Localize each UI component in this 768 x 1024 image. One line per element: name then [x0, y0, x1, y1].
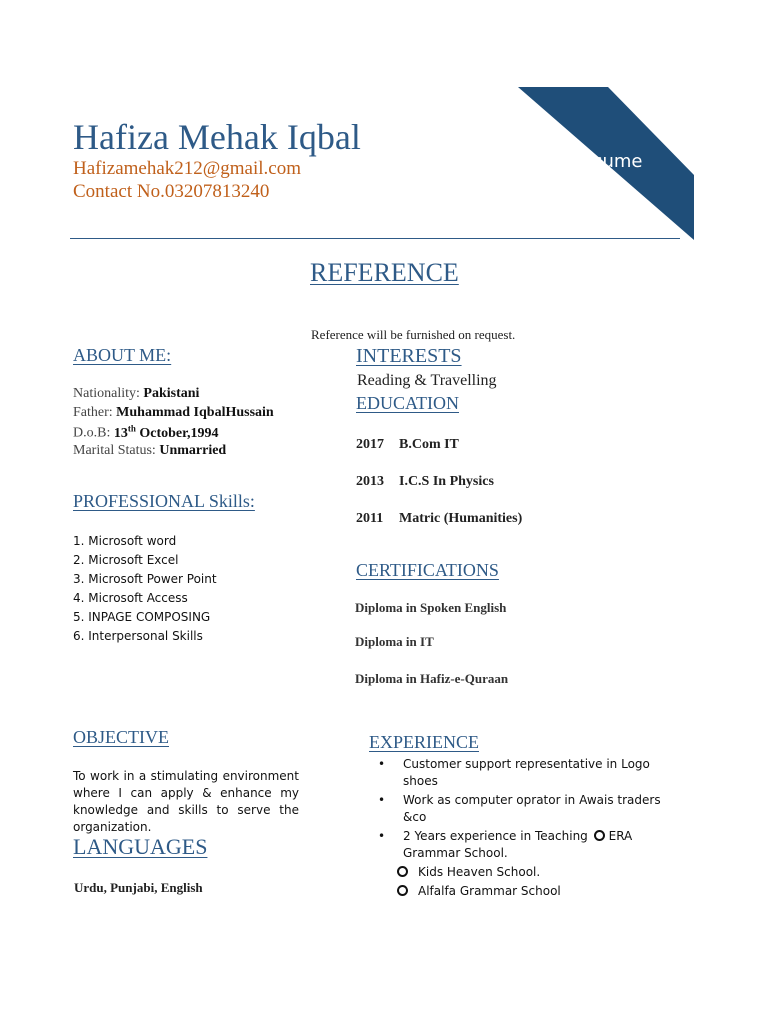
marital-label: Marital Status:: [73, 443, 156, 458]
contact-number: Contact No.03207813240: [73, 181, 270, 202]
skill-item: 3. Microsoft Power Point: [73, 572, 217, 586]
experience-text: Work as computer oprator in Awais traders &co: [403, 793, 661, 824]
circle-bullet-icon: [397, 885, 408, 896]
school-item: [395, 865, 540, 879]
banner-text: ésume: [582, 151, 643, 172]
skill-item: 6. Interpersonal Skills: [73, 629, 203, 643]
interests-text: Reading & Travelling: [357, 372, 497, 389]
marital-value: Unmarried: [159, 443, 227, 458]
education-item: [356, 511, 522, 527]
dob-rest: October,1994: [139, 425, 219, 441]
dob-day: 13: [113, 425, 128, 441]
nationality-label: Nationality:: [73, 386, 140, 401]
experience-item: [378, 756, 668, 790]
school-name: Alfalfa Grammar School: [418, 884, 561, 898]
certification-item: Diploma in Spoken English: [355, 600, 507, 615]
objective-text: To work in a stimulating environment where I can apply & enhance my knowledge and skills to serve the organization.: [73, 769, 299, 834]
circle-bullet-icon: [397, 866, 408, 877]
interests-heading: INTERESTS: [356, 345, 462, 367]
circle-bullet-icon: [594, 830, 605, 841]
school-item: [395, 884, 561, 898]
education-item: [356, 437, 459, 453]
bullet-icon: •: [378, 757, 386, 771]
education-heading: EDUCATION: [356, 393, 459, 413]
marital-line: [73, 443, 226, 459]
experience-text: Customer support representative in Logo shoes: [403, 757, 650, 788]
school-name: ERA Grammar School.: [403, 829, 633, 860]
father-line: [73, 405, 274, 421]
education-degree: Matric (Humanities): [399, 511, 523, 526]
nationality-line: [73, 386, 199, 402]
skill-item: 5. INPAGE COMPOSING: [73, 610, 211, 624]
languages-text: Urdu, Punjabi, English: [74, 880, 203, 895]
skill-item: 2. Microsoft Excel: [73, 553, 179, 567]
father-value: Muhammad IqbalHussain: [116, 405, 274, 420]
reference-text: Reference will be furnished on request.: [311, 327, 516, 342]
certification-item: Diploma in IT: [355, 634, 434, 649]
bullet-icon: •: [378, 793, 386, 807]
bullet-icon: •: [378, 829, 386, 843]
reference-heading: REFERENCE: [310, 258, 459, 287]
about-heading: ABOUT ME:: [73, 345, 172, 365]
education-year: 2017: [356, 437, 384, 452]
skill-item: 4. Microsoft Access: [73, 591, 188, 605]
professional-heading: PROFESSIONAL Skills:: [73, 491, 255, 511]
certifications-heading: CERTIFICATIONS: [356, 560, 499, 580]
experience-item: [378, 828, 668, 862]
education-degree: I.C.S In Physics: [399, 474, 494, 489]
father-label: Father:: [73, 405, 113, 420]
candidate-name: Hafiza Mehak Iqbal: [73, 117, 361, 157]
skill-item: 1. Microsoft word: [73, 534, 177, 548]
education-year: 2011: [356, 511, 384, 526]
dob-label: D.o.B:: [73, 425, 111, 441]
dob-line: [73, 423, 219, 442]
school-name: Kids Heaven School.: [418, 865, 541, 879]
experience-item: [378, 792, 668, 826]
languages-heading: LANGUAGES: [73, 834, 208, 859]
experience-heading: EXPERIENCE: [369, 732, 479, 752]
education-degree: B.Com IT: [399, 437, 459, 452]
education-year: 2013: [356, 474, 384, 489]
education-item: [356, 474, 494, 490]
objective-heading: OBJECTIVE: [73, 727, 169, 747]
teaching-prefix: 2 Years experience in Teaching: [403, 829, 588, 843]
email: Hafizamehak212@gmail.com: [73, 158, 301, 179]
nationality-value: Pakistani: [143, 386, 200, 401]
experience-text: [403, 828, 668, 862]
dob-suffix: th: [127, 423, 136, 433]
certification-item: Diploma in Hafiz-e-Quraan: [355, 671, 509, 686]
header-divider: [70, 238, 680, 239]
